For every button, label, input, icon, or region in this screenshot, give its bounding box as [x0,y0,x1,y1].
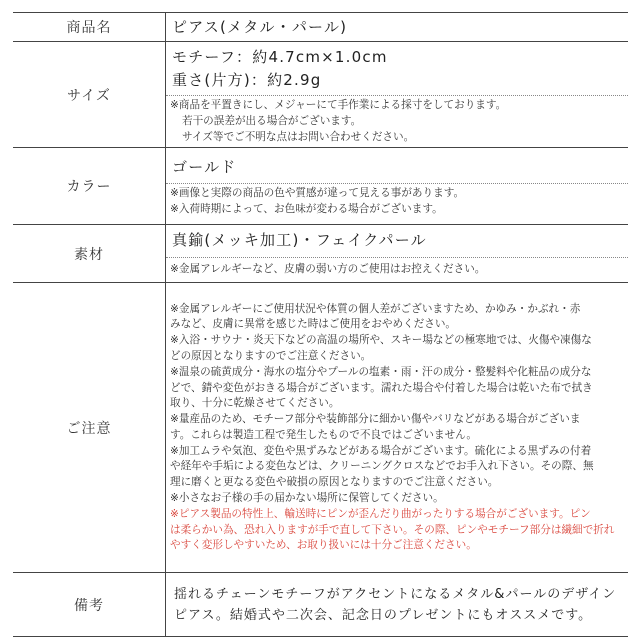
caution-notes [166,298,628,559]
caution-line: ※量産品のため、モチーフ部分や装飾部分に細かい傷やバリなどがある場合がございま [170,413,581,426]
row-material [13,225,628,283]
caution-warning-line: は柔らかい為、恐れ入りますが手で直して下さい。その際、ピンやモチーフ部分は繊細で折れ [170,523,615,536]
product-spec-table [13,12,628,637]
row-size [13,42,628,148]
size-motif: モチーフ：約4.7cm×1.0cm [172,48,388,66]
remarks-line: ピアス。結婚式や二次会、記念日のプレゼントにもオススメです。 [174,607,593,623]
row-color [13,148,628,225]
caution-line: ※小さなお子様の手の届かない場所に保管してください。 [170,492,444,505]
caution-line: す。これらは製造工程で発生したもので不良ではございません。 [170,428,478,441]
label-product-name: 商品名 [13,13,166,42]
caution-warning-line: ※ピアス製品の特性上、輸送時にピンが歪んだり曲がったりする場合がございます。ピン [170,507,591,520]
color-note: ※画像と実際の商品の色や質感が違って見える事があります。 [170,187,465,200]
remarks-text [166,578,628,632]
caution-line: や経年や手垢による変色などは、クリーニングクロスなどでお手入れ下さい。その際、無 [170,460,594,473]
label-size: サイズ [13,42,166,148]
caution-line: ※加工ムラや気泡、変色や黒ずみなどがある場合がございます。硫化による黒ずみの付着 [170,444,592,457]
material-note: ※金属アレルギーなど、皮膚の弱い方のご使用はお控えください。 [166,257,628,282]
label-remarks: 備考 [13,573,166,637]
caution-line: ※温泉の硫黄成分・海水の塩分やプールの塩素・雨・汗の成分・整髪料や化粧品の成分な [170,365,592,378]
material-value: 真鍮(メッキ加工)・フェイクパール [172,231,427,250]
size-weight: 重さ(片方)：約2.9g [172,71,322,89]
caution-line: どで、錆や変色がおきる場合がございます。濡れた場合や付着した場合は乾いた布で拭き [170,381,593,394]
size-note: ※商品を平置きにし、メジャーにて手作業による採寸をしております。 [170,99,507,111]
caution-line: 取り、十分に乾燥させてください。 [170,397,340,410]
caution-line: ※入浴・サウナ・炎天下などの高温の場所や、スキー場などの極寒地では、火傷や凍傷な [170,334,592,347]
caution-line: どの原因となりますのでご注意ください。 [170,349,372,362]
size-note: サイズ等でご不明な点はお問い合わせください。 [182,130,415,143]
caution-line: みなど、皮膚に異常を感じた時はご使用をおやめください。 [170,318,457,331]
caution-line: 理に磨くと更なる変色や破損の原因となりますのでご注意ください。 [170,476,499,489]
label-color: カラー [13,148,166,225]
caution-warning-line: やすく変形しやすいため、お取り扱いには十分ご注意ください。 [170,539,477,552]
row-remarks [13,573,628,637]
remarks-line: 揺れるチェーンモチーフがアクセントになるメタル&パールのデザイン [174,586,617,602]
color-note: ※入荷時期によって、お色味が変わる場合がございます。 [170,202,443,215]
caution-line: ※金属アレルギーにご使用状況や体質の個人差がございますため、かゆみ・かぶれ・赤 [170,302,581,315]
product-name-value: ピアス(メタル・パール) [172,17,348,36]
row-caution [13,283,628,573]
size-note: 若干の誤差が出る場合がございます。 [182,114,362,127]
label-caution: ご注意 [13,283,166,573]
label-material: 素材 [13,225,166,283]
color-value: ゴールド [172,158,237,177]
row-product-name [13,13,628,42]
